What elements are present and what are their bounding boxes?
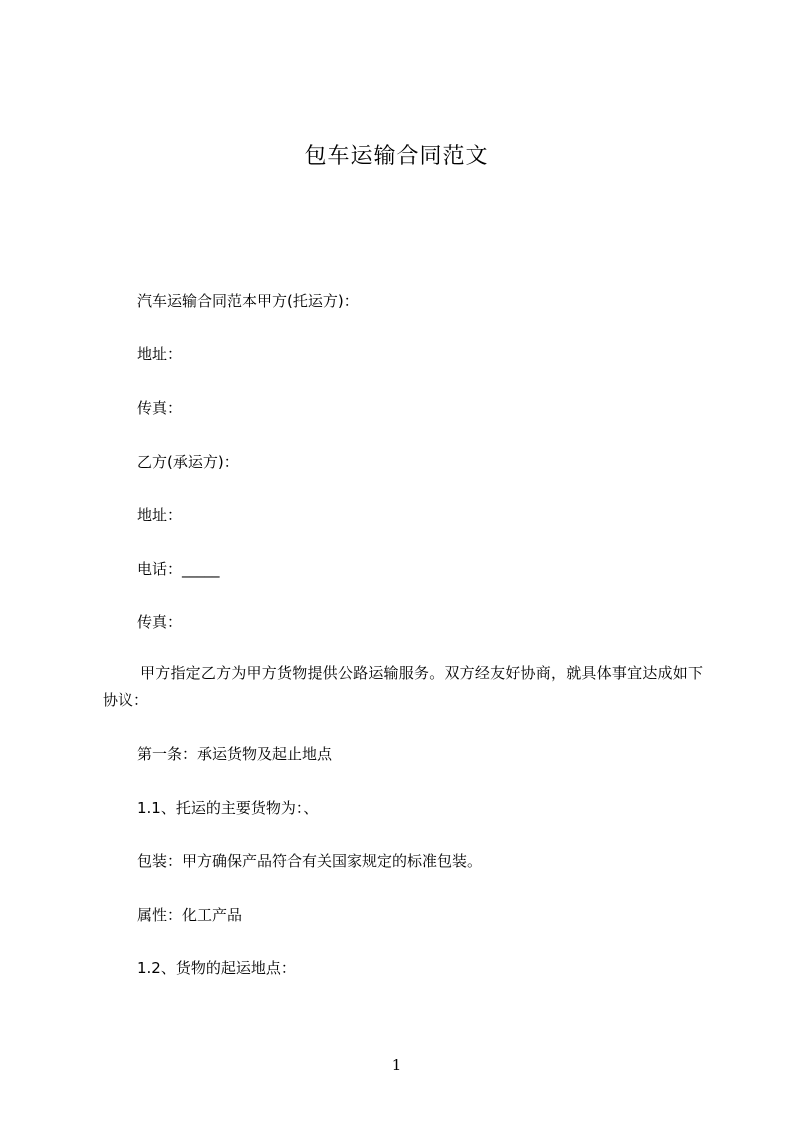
party-b-fax-line: 传真： [137, 613, 183, 631]
party-a-line: 汽车运输合同范本甲方(托运方)： [137, 292, 359, 310]
page-number: 1 [391, 1056, 402, 1074]
clause-1-2-line: 1.2、货物的起运地点： [137, 959, 296, 977]
agreement-intro-paragraph: 甲方指定乙方为甲方货物提供公路运输服务。双方经友好协商，就具体事宜达成如下协议： [103, 664, 703, 709]
party-b-line: 乙方(承运方)： [137, 453, 239, 471]
party-a-address-line: 地址： [137, 345, 183, 363]
article-one-heading: 第一条：承运货物及起止地点 [137, 745, 333, 763]
document-title: 包车运输合同范文 [304, 144, 489, 169]
packaging-line: 包装：甲方确保产品符合有关国家规定的标准包装。 [137, 852, 483, 870]
party-b-address-line: 地址： [137, 506, 183, 524]
property-line: 属性：化工产品 [137, 906, 243, 924]
party-b-phone-line: 电话：_____ [137, 560, 220, 578]
party-a-fax-line: 传真： [137, 399, 183, 417]
clause-1-1-line: 1.1、托运的主要货物为：、 [137, 799, 319, 817]
